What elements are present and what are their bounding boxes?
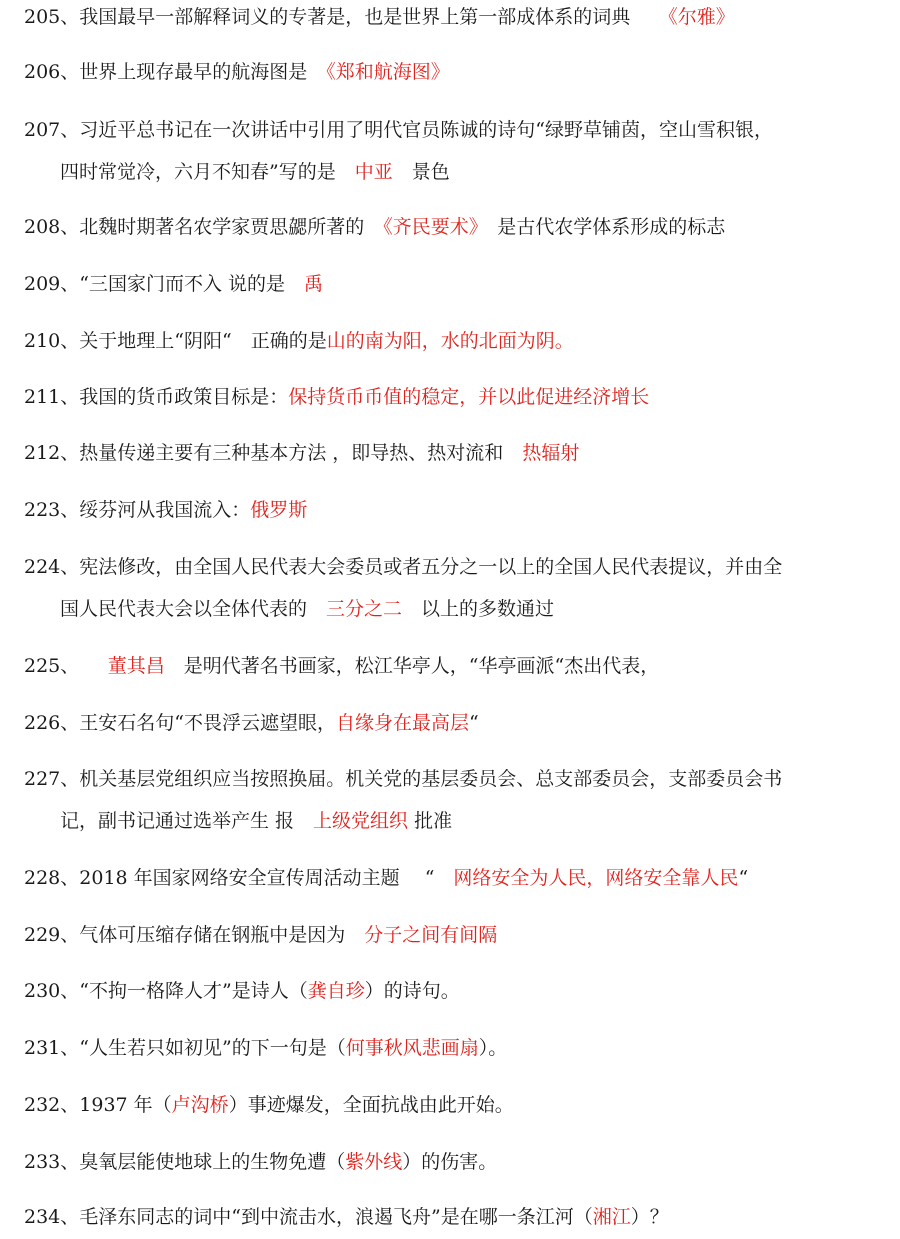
question-text: 230、“不拘一格降人才”是诗人（ bbox=[24, 980, 308, 1002]
list-item bbox=[24, 1196, 890, 1238]
answer-text: 卢沟桥 bbox=[171, 1094, 229, 1116]
question-text: 208、北魏时期著名农学家贾思勰所著的 bbox=[24, 216, 384, 238]
question-text: 226、王安石名句“不畏浮云遮望眼， bbox=[24, 712, 336, 734]
answer-text: 热辐射 bbox=[522, 442, 580, 464]
question-text: ）。 bbox=[478, 1037, 508, 1059]
question-text: 232、1937 年（ bbox=[24, 1094, 172, 1116]
question-text: “ bbox=[738, 867, 749, 889]
answer-text: 上级党组织 bbox=[313, 810, 409, 832]
question-line-2 bbox=[24, 151, 890, 193]
question-text: 是明代著名书画家，松江华亭人，“华亭画派“杰出代表， bbox=[164, 655, 660, 677]
question-text: 223、绥芬河从我国流入： bbox=[24, 499, 251, 521]
answer-text: 网络安全为人民，网络安全靠人民 bbox=[453, 867, 739, 889]
answer-text: 分子之间有间隔 bbox=[364, 924, 498, 946]
question-line-2 bbox=[24, 800, 890, 842]
answer-text: 《郑和航海图》 bbox=[326, 61, 450, 83]
list-item bbox=[24, 970, 890, 1012]
question-text: 209、“三国家门而不入 说的是 bbox=[24, 273, 305, 295]
question-text: 206、世界上现存最早的航海图是 bbox=[24, 61, 327, 83]
list-item bbox=[24, 206, 890, 248]
list-item bbox=[24, 432, 890, 474]
answer-text: 紫外线 bbox=[345, 1151, 403, 1173]
list-item bbox=[24, 546, 890, 630]
answer-text: 何事秋风悲画扇 bbox=[345, 1037, 479, 1059]
question-text: 207、习近平总书记在一次讲话中引用了明代官员陈诚的诗句“绿野草铺茵，空山雪积银， bbox=[24, 119, 773, 141]
question-text: 是古代农学体系形成的标志 bbox=[478, 216, 726, 238]
question-text: 国人民代表大会以全体代表的 bbox=[60, 598, 327, 620]
answer-text: 《齐民要术》 bbox=[383, 216, 479, 238]
question-text: 225、 bbox=[24, 655, 108, 677]
list-item bbox=[24, 702, 890, 744]
list-item bbox=[24, 914, 890, 956]
answer-text: 三分之二 bbox=[326, 598, 403, 620]
list-item bbox=[24, 0, 890, 38]
answer-text: 自缘身在最高层 bbox=[335, 712, 469, 734]
question-text: 210、关于地理上“阴阳“ 正确的是 bbox=[24, 330, 327, 352]
question-text: 228、2018 年国家网络安全宣传周活动主题 “ bbox=[24, 867, 454, 889]
question-text: ）事迹爆发，全面抗战由此开始。 bbox=[228, 1094, 514, 1116]
question-text: 227、机关基层党组织应当按照换届。机关党的基层委员会、总支部委员会，支部委员会书 bbox=[24, 768, 783, 790]
question-text: 批准 bbox=[408, 810, 453, 832]
question-text: ）的伤害。 bbox=[402, 1151, 498, 1173]
question-text: 205、我国最早一部解释词义的专著是，也是世界上第一部成体系的词典 bbox=[24, 6, 669, 28]
list-item bbox=[24, 1141, 890, 1183]
question-text: 景色 bbox=[392, 161, 450, 183]
question-line-2 bbox=[24, 588, 890, 630]
question-text: ）的诗句。 bbox=[364, 980, 460, 1002]
answer-text: 《尔雅》 bbox=[668, 6, 735, 28]
answer-text: 禹 bbox=[304, 273, 324, 295]
question-text: 以上的多数通过 bbox=[402, 598, 555, 620]
list-item bbox=[24, 376, 890, 418]
answer-text: 中亚 bbox=[354, 161, 393, 183]
list-item bbox=[24, 263, 890, 305]
answer-text: 保持货币币值的稳定，并以此促进经济增长 bbox=[288, 386, 650, 408]
question-text: 224、宪法修改，由全国人民代表大会委员或者五分之一以上的全国人民代表提议，并由全 bbox=[24, 556, 783, 578]
question-text: 212、热量传递主要有三种基本方法 ，即导热、热对流和 bbox=[24, 442, 523, 464]
answer-text: 山的南为阳，水的北面为阴。 bbox=[326, 330, 574, 352]
list-item bbox=[24, 857, 890, 899]
list-item bbox=[24, 758, 890, 842]
question-text: 233、臭氧层能使地球上的生物免遭（ bbox=[24, 1151, 346, 1173]
answer-text: 俄罗斯 bbox=[250, 499, 308, 521]
list-item bbox=[24, 489, 890, 531]
question-text: 211、我国的货币政策目标是： bbox=[24, 386, 289, 408]
question-text: 229、气体可压缩存储在钢瓶中是因为 bbox=[24, 924, 365, 946]
answer-text: 董其昌 bbox=[107, 655, 165, 677]
list-item bbox=[24, 320, 890, 362]
question-text: 234、毛泽东同志的词中“到中流击水，浪遏飞舟”是在哪一条江河（ bbox=[24, 1206, 593, 1228]
list-item bbox=[24, 1027, 890, 1069]
question-text: “ bbox=[469, 712, 479, 734]
question-text: 四时常觉冷，六月不知春”写的是 bbox=[60, 161, 355, 183]
list-item bbox=[24, 1084, 890, 1126]
list-item bbox=[24, 109, 890, 193]
question-text: ）？ bbox=[630, 1206, 669, 1228]
question-text: 231、“人生若只如初见”的下一句是（ bbox=[24, 1037, 346, 1059]
question-text: 记，副书记通过选举产生 报 bbox=[60, 810, 314, 832]
answer-text: 龚自珍 bbox=[307, 980, 365, 1002]
list-item bbox=[24, 51, 890, 93]
list-item bbox=[24, 645, 890, 687]
answer-text: 湘江 bbox=[592, 1206, 631, 1228]
